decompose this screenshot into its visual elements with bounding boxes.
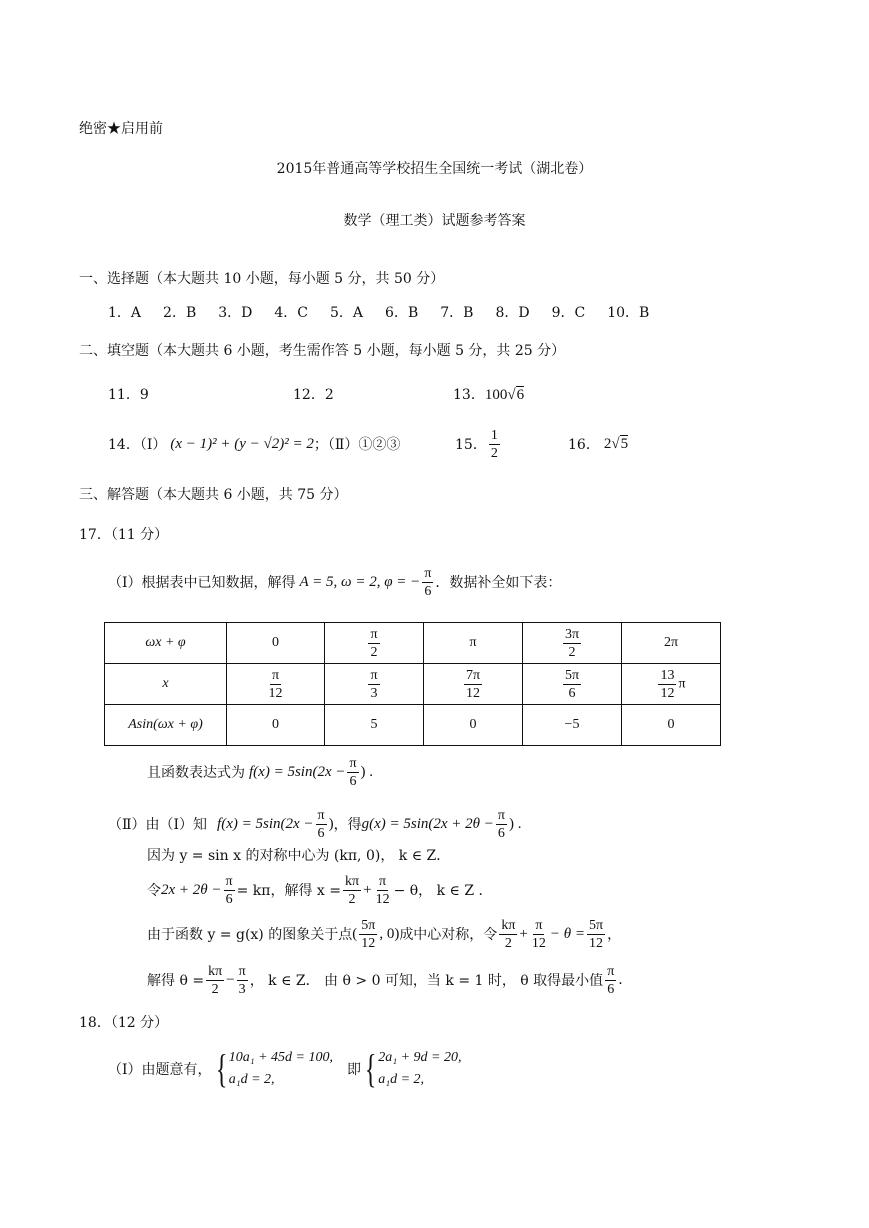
answer-item: 4．C [274,305,308,321]
q17-line5-b: ， k ∈ Z． 由 θ > 0 可知，当 k = 1 时， θ 取得最小值 [249,973,604,989]
q18-label: 18．（12 分） [79,1015,169,1031]
q18-part1-label: （Ⅰ）由题意有， [108,1062,212,1078]
q17-part2-label: （Ⅱ）由（Ⅰ）知 [108,817,208,833]
q17-line3-a: 令 [147,883,161,899]
table-header-cell: ωx + φ [105,623,227,664]
q17-func-eq: f(x) = 5sin(2x − [249,763,346,780]
answer-q14 [108,424,400,464]
table-cell: $\frac{3\pi}{2}$ [523,623,622,664]
q17-line3-b: = kπ，解得 x = [236,883,342,899]
q18-mid: 即 [347,1062,361,1078]
table-cell: 0 [424,705,523,746]
answer-item: 2．B [163,305,197,321]
q18-sys1-eq2: a₁d = 2, [228,1072,275,1087]
q13-coef: 100 [484,387,508,403]
q18-sys2-eq1: 2a₁ + 9d = 20, [378,1050,462,1065]
answer-item: 5．A [330,305,364,321]
table-cell: $\frac{\pi}{3}$ [325,664,424,705]
q16-label: 16． [568,437,600,453]
q17-line5-a: 解得 θ = [147,973,205,989]
answer-q13: 13．100√6 [453,387,525,403]
q17-part2-line2: 因为 y = sin x 的对称中心为 (kπ, 0)， k ∈ Z． [147,848,451,864]
q17-line4-b: 成中心对称，令 [399,927,498,943]
q17-part2-line3: 令 2x + 2θ − $\frac{\pi}{6}$ = kπ，解得 x = $\frac{k\pi}{2}$ + $\frac{\pi}{12}$ − θ， k ∈ Z ． [147,873,493,907]
table-cell: 0 [227,705,325,746]
table-header-cell: x [105,664,227,705]
q18-sys2-eq2: a₁d = 2, [378,1072,425,1087]
q17-line3-c: − θ， k ∈ Z ． [393,883,493,899]
table-cell: $\frac{\pi}{12}$ [227,664,325,705]
q18-system1 [229,1047,333,1091]
q16-radicand: 5 [620,436,629,452]
q17-line3-eq: 2x + 2θ − [161,881,222,898]
answer-item: 8．D [495,305,530,321]
q17-part2-line4: 由于函数 y = g(x) 的图象关于点 ( $\frac{5\pi}{12}$ , 0) 成中心对称，令 $\frac{k\pi}{2}$ + $\frac{\pi}{12}$ − θ = $\frac{5\pi}{12}$ ， [147,917,622,951]
q17-function-expression: 且函数表达式为 f(x) = 5sin(2x − $\frac{\pi}{6}$ ) . [147,755,374,789]
q14-equation: (x − 1)² + (y − √2)² = 2 [170,435,314,452]
q13-radicand: 6 [516,387,525,403]
value-table [104,622,721,746]
table-cell: $\frac{7\pi}{12}$ [424,664,523,705]
exam-title: 2015年普通高等学校招生全国统一考试（湖北卷） [276,161,593,177]
exam-subtitle: 数学（理工类）试题参考答案 [343,213,526,229]
answer-q15 [455,424,502,464]
q15-denominator: 2 [490,445,498,461]
answer-q16: 16． 2 √ 5 [568,435,629,453]
table-cell: 2π [622,623,721,664]
answer-item: 3．D [218,305,253,321]
choice-answers [108,302,649,322]
section1-heading: 一、选择题（本大题共 10 小题，每小题 5 分，共 50 分） [79,271,445,287]
q14-part2: ；（Ⅱ）①②③ [313,437,401,453]
table-cell: −5 [523,705,622,746]
table-cell: π [424,623,523,664]
q17-part2-eq1: f(x) = 5sin(2x − [217,815,314,832]
q17-line4-a: 由于函数 y = g(x) 的图象关于点 [147,927,353,943]
secret-mark: 绝密★启用前 [79,121,163,137]
table-row [105,664,721,705]
q13-label: 13． [453,387,485,403]
table-header-cell: Asin(ωx + φ) [105,705,227,746]
q18-sys1-eq1: 10a₁ + 45d = 100, [228,1050,333,1065]
q17-part1-tail: ．数据补全如下表： [435,575,562,591]
q17-part2-eq2: g(x) = 5sin(2x + 2θ − [361,815,494,832]
answer-q12: 12．2 [293,387,334,403]
table-cell: 0 [622,705,721,746]
q15-numerator: 1 [490,427,498,443]
q17-label: 17．（11 分） [79,527,169,543]
q17-part1-text: （Ⅰ）根据表中已知数据，解得 [108,575,296,591]
section2-heading: 二、填空题（本大题共 6 小题，考生需作答 5 小题，每小题 5 分，共 25 分） [79,343,566,359]
answer-item: 6．B [385,305,419,321]
q15-label: 15． [455,437,487,453]
section3-heading: 三、解答题（本大题共 6 小题，共 75 分） [79,487,348,503]
answer-item: 10．B [607,305,650,321]
table-cell: 5 [325,705,424,746]
table-row [105,623,721,664]
q18-part1: （Ⅰ）由题意有， { 10a₁ + 45d = 100, a₁d = 2, 即 { 2a₁ + 9d = 20, a₁d = 2, [108,1046,462,1091]
q17-part1: （Ⅰ）根据表中已知数据，解得 A = 5, ω = 2, φ = − $\frac{\pi}{6}$ ．数据补全如下表： [108,565,562,599]
answer-item: 1．A [108,305,142,321]
table-cell: 0 [227,623,325,664]
table-cell: $\frac{5\pi}{6}$ [523,664,622,705]
q17-part2-mid: ，得 [333,817,362,833]
table-cell: $\frac{13}{12}$ π [622,664,721,705]
q17-func-text: 且函数表达式为 [147,765,245,781]
table-cell: $\frac{\pi}{2}$ [325,623,424,664]
q18-system2 [378,1047,461,1091]
q14-label: 14．（Ⅰ） [108,437,167,453]
table-row [105,705,721,746]
q17-part2-line1: （Ⅱ）由（Ⅰ）知 f(x) = 5sin(2x − $\frac{\pi}{6}$ ) ，得 g(x) = 5sin(2x + 2θ − $\frac{\pi}{6}$ ) . [108,807,522,841]
q16-coef: 2 [603,435,612,452]
q17-part1-equation: A = 5, ω = 2, φ = − [299,573,421,590]
q17-part2-line5: 解得 θ = $\frac{k\pi}{2}$ − $\frac{\pi}{3}$ ， k ∈ Z． 由 θ > 0 可知，当 k = 1 时， θ 取得最小值 $\frac{\pi}{6}$ . [147,963,623,997]
answer-q11: 11．9 [108,387,149,403]
answer-item: 7．B [440,305,474,321]
answer-item: 9．C [551,305,586,321]
